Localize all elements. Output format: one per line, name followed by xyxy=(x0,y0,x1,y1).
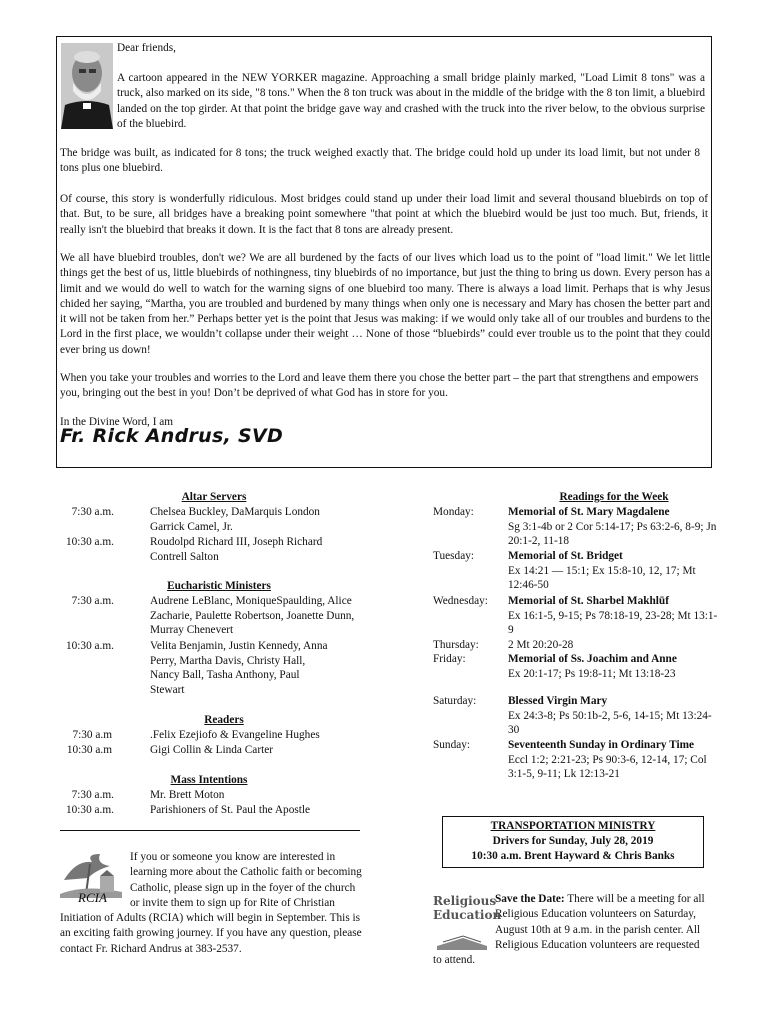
day-label: Saturday: xyxy=(433,695,477,707)
reading-entry xyxy=(508,594,720,638)
transport-drivers: 10:30 a.m. Brent Hayward & Chris Banks xyxy=(471,850,675,862)
names: Velita Benjamin, Justin Kennedy, Anna Perry, Martha Davis, Christy Hall, Nancy Ball, Tasha Anthony, Paul Stewart xyxy=(150,640,328,697)
mass-intentions-heading: Mass Intentions xyxy=(170,774,248,786)
time: 10:30 a.m. xyxy=(65,536,114,548)
altar-servers-heading: Altar Servers xyxy=(181,491,247,503)
scripture-refs: Ex 16:1-5, 9-15; Ps 78:18-19, 23-28; Mt 13:1-9 xyxy=(508,609,718,637)
feast-name: Memorial of St. Sharbel Makhlūf xyxy=(508,595,669,607)
scripture-refs: Eccl 1:2; 2:21-23; Ps 90:3-6, 12-14, 17; Col 3:1-5, 9-11; Lk 12:13-21 xyxy=(508,753,707,781)
names: Mr. Brett Moton xyxy=(150,789,225,801)
day-label: Monday: xyxy=(433,506,474,518)
letter-paragraph: When you take your troubles and worries to the Lord and leave them there you chose the better part – the part that strengthens and empowers you, bringing out the best in you! Don’t be deprived of what God has in store for you. xyxy=(60,372,699,400)
day-label: Sunday: xyxy=(433,739,471,751)
save-the-date-label: Save the Date: xyxy=(495,893,565,905)
rcia-text: If you or someone you know are interested in learning more about the Catholic faith or becoming Catholic, please sign up in the foyer of the church or invite them to sign up for Rite of Christian Initiation of Adults (RCIA) which will begin in September. This is an exciting faith growing journey. If you have any question, please contact Fr. Richard Andrus at 383-2537. xyxy=(60,851,362,955)
pastor-photo xyxy=(61,43,113,129)
reading-entry xyxy=(508,505,720,549)
time: 7:30 a.m. xyxy=(71,595,114,607)
scripture-refs: Ex 14:21 — 15:1; Ex 15:8-10, 12, 17; Mt 12:46-50 xyxy=(508,564,696,592)
religious-education-text: There will be a meeting for all Religious Education volunteers on Saturday, August 10th at 9 a.m. in the parish center. All Religious Education volunteers are requested to attend. xyxy=(433,893,705,967)
rcia-logo xyxy=(56,850,126,908)
names: .Felix Ezejiofo & Evangeline Hughes xyxy=(150,729,320,741)
time: 10:30 a.m. xyxy=(65,804,114,816)
names: Audrene LeBlanc, MoniqueSpaulding, Alice Zacharie, Paulette Robertson, Joanette Dunn, Murray Chenevert xyxy=(150,595,355,637)
reading-entry xyxy=(508,738,720,782)
letter-paragraph: A cartoon appeared in the NEW YORKER magazine. Approaching a small bridge plainly marked, "Load Limit 8 tons" was a truck, also marked on its side, "8 tons." When the 8 ton truck was about in the middle of the bridge with the 8 ton limit, a bluebird landed on the top girder. At that point the bridge gave way and crashed with the truck into the river below, to the obvious surprise of the bluebird. xyxy=(117,72,705,130)
feast-name: Blessed Virgin Mary xyxy=(508,695,608,707)
day-label: Tuesday: xyxy=(433,550,475,562)
eucharistic-ministers-heading: Eucharistic Ministers xyxy=(167,580,271,592)
pastor-letter xyxy=(56,36,712,468)
reading-entry xyxy=(508,694,720,738)
letter-paragraph: Of course, this story is wonderfully ridiculous. Most bridges could stand up under their load limit and several thousand bluebirds on top of that. But, to be sure, all bridges have a breaking point somewhere "that point at which the bluebird would be just too much. But, friends, it really isn't the bluebird that breaks it down. It is the fact that 8 tons are already present. xyxy=(60,193,708,236)
time: 7:30 a.m xyxy=(72,729,112,741)
rcia-logo-text: RCIA xyxy=(78,890,107,905)
scripture-refs: 2 Mt 20:20-28 xyxy=(508,639,574,651)
time: 7:30 a.m. xyxy=(71,506,114,518)
time: 10:30 a.m. xyxy=(65,640,114,652)
scripture-refs: Ex 20:1-17; Ps 19:8-11; Mt 13:18-23 xyxy=(508,667,676,680)
divider xyxy=(60,830,360,831)
day-label: Thursday: xyxy=(433,639,479,651)
letter-paragraph: The bridge was built, as indicated for 8 tons; the truck weighed exactly that. The bridge could hold up under its load limit, but not under 8 tons plus one bluebird. xyxy=(60,147,700,175)
reading-entry xyxy=(508,652,720,681)
letter-closing: In the Divine Word, I am xyxy=(60,416,174,428)
names: Parishioners of St. Paul the Apostle xyxy=(150,804,311,816)
reading-entry xyxy=(508,549,720,593)
names: Chelsea Buckley, DaMarquis London Garrick Camel, Jr. xyxy=(150,506,320,533)
religious-education-notice xyxy=(433,892,707,968)
day-label: Friday: xyxy=(433,653,466,665)
scripture-refs: Ex 24:3-8; Ps 50:1b-2, 5-6, 14-15; Mt 13:24-30 xyxy=(508,709,712,737)
names: Gigi Collin & Linda Carter xyxy=(150,744,273,756)
letter-paragraph: We all have bluebird troubles, don't we? We are all burdened by the facts of our lives which load us to the point of "load limit." We let little things get the best of us, little bluebirds of nothingness, tiny bluebirds of no importance, but just the thing to bring us down. Every person has a limit and we would do well to watch for the warning signs of one bluebird too many. There is always a load limit. Perhaps that is why Jesus chided her saying, “Martha, you are troubled and burdened by many things when only one is necessary and Mary has chosen the better part and it will not be taken from her.” Perhaps better yet is the point that Jesus was making: if we would only take all of our troubles and burdens to the Lord in the first place, we wouldn’t collapse under their weight … None of those “bluebirds” could ever trouble us to the point that they could ever bring us down! xyxy=(60,252,710,356)
transportation-box xyxy=(442,816,704,868)
feast-name: Memorial of St. Mary Magdalene xyxy=(508,506,670,518)
feast-name: Memorial of St. Bridget xyxy=(508,550,623,562)
transport-date: Drivers for Sunday, July 28, 2019 xyxy=(492,835,654,847)
names: Roudolpd Richard III, Joseph Richard Contrell Salton xyxy=(150,536,323,563)
religious-education-logo xyxy=(433,892,502,952)
transport-title: TRANSPORTATION MINISTRY xyxy=(490,820,656,832)
day-label: Wednesday: xyxy=(433,595,488,607)
rcia-notice xyxy=(60,850,364,957)
time: 10:30 a.m xyxy=(66,744,112,756)
readings-heading: Readings for the Week xyxy=(559,491,669,503)
readers-heading: Readers xyxy=(204,714,244,726)
feast-name: Seventeenth Sunday in Ordinary Time xyxy=(508,739,695,751)
time: 7:30 a.m. xyxy=(71,789,114,801)
religious-education-logo-text: Religious Education xyxy=(433,894,502,922)
scripture-refs: Sg 3:1-4b or 2 Cor 5:14-17; Ps 63:2-6, 8-9; Jn 20:1-2, 11-18 xyxy=(508,520,717,548)
signature: Fr. Rick Andrus, SVD xyxy=(60,425,284,447)
reading-entry xyxy=(508,638,720,653)
feast-name: Memorial of Ss. Joachim and Anne xyxy=(508,653,677,665)
letter-greeting: Dear friends, xyxy=(117,42,176,54)
